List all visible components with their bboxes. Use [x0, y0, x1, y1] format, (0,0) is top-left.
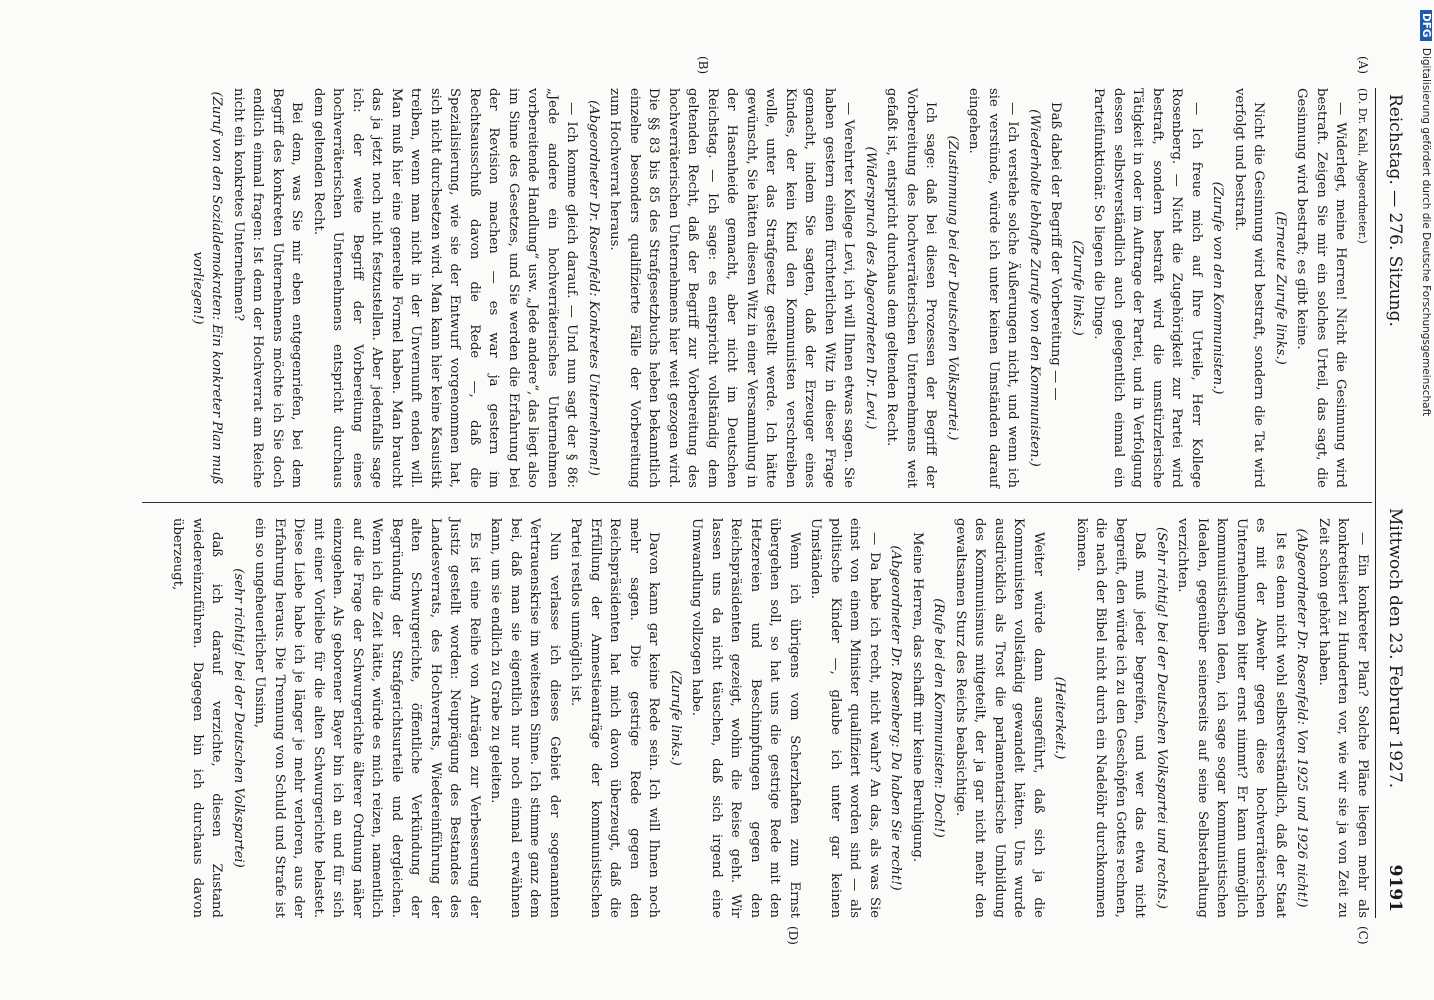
digitization-credit — [1418, 10, 1432, 990]
column-divider — [142, 502, 1372, 503]
paragraph: Bei dem, was Sie mir eben entgegenriefen, bei dem Begriff des konkreten Unternehmens möchte ich Sie doch endlich einmal fragen: Ist denn der Hochverrat am Reiche nicht ein konkretes Unternehmen? — [231, 88, 305, 488]
paragraph: Daß dabei der Begriff der Vorbereitung — — — [1048, 102, 1064, 401]
margin-mark-a: (A) — [1356, 56, 1370, 75]
interjection: (Abgeordneter Dr. Rosenfeld: Konkretes Unternehmen!) — [586, 100, 601, 476]
paragraph: — Verehrter Kollege Levi, ich will Ihnen etwas sagen. Sie haben gestern einen fürchterlichen Witz in dieser Frage gemacht, indem Sie sagten, daß der Erzeuger eines Kindes, der kein Kind den Kommunisten verschreiben wolle, unter das Strafgesetz gestellt werde. Ich hätte gewünscht, Sie hätten diesen Witz in einer Versammlung in der Hasenheide gemacht, aber nicht im Deutschen Reichstag. — Ich sage: es entspricht vollständig dem geltenden Recht, daß der Begriff zur Vorbereitung des hochverräterischen Unternehmens hier weit gezogen wird. Die §§ 83 bis 85 des Strafgesetzbuchs heben bekanntlich einzelne besonders qualifizierte Fälle der Vorbereitung zum Hochverrat heraus. — [607, 88, 857, 488]
interjection: (Abgeordneter Dr. Rosenberg: Da haben Sie recht!) — [888, 545, 904, 891]
interjection: (Wiederholte lebhafte Zurufe von den Kommunisten.) — [1027, 109, 1042, 467]
header-session: Reichstag. — 276. Sitzung. — [1385, 94, 1405, 327]
interjection: (Zurufe links.) — [1070, 240, 1085, 336]
interjection: (Zustimmung bei der Deutschen Volkspartei.) — [945, 135, 960, 441]
paragraph: Ist es denn nicht wohl selbstverständlich, daß der Staat es mit der Abwehr gegen diese hochverräterischen Unternehmungen bitter ernst nimmt? Er kann unmöglich kommunistischen Ideen, ich sage sogar kommunistischen Idealen, gegenüber seinerseits auf seine Selbsterhaltung verzichten. — [1175, 518, 1288, 918]
credit-text: Digitalisierung gefördert durch die Deutsche Forschungsgemeinschaft — [1420, 47, 1432, 417]
interjection: (Erneute Zurufe links.) — [1273, 211, 1288, 365]
dfg-logo: DFG — [1420, 10, 1432, 41]
interjection: (Rufe bei den Kommunisten: Doch!) — [931, 598, 947, 838]
paragraph: — Ich komme gleich darauf. — Und nun sagt der § 86: „Jede andere ein hochverräterisches Unternehmen vorbereitende Handlung“ usw. „Jede andere“, das liegt also im Sinne des Gesetzes, und Sie werden die Erfahrung bei der Revision machen — es war ja gestern im Rechtsausschuß davon die Rede —, daß die Spezialisierung, wie sie der Entwurf vorgenommen hat, sich nicht durchsetzen wird. Man kann hier keine Kasuistik treiben, wenn man nicht in der Unvernunft enden will. Man muß hier eine generelle Formel haben. Man braucht das ja jetzt noch nicht festzustellen. Aber jedenfalls sage ich: der weite Begriff der Vorbereitung eines hochverräterischen Unternehmens entspricht durchaus dem geltenden Recht. — [311, 88, 580, 488]
interjection: (Heiterkeit.) — [1052, 676, 1068, 760]
paragraph: — Ich verstehe solche Äußerungen nicht, und wenn ich sie verstünde, würde ich unter keinen Umständen darauf eingehen. — [966, 88, 1021, 488]
paragraph: — Ein konkreter Plan? Solche Pläne liegen mehr als konkretisiert zu Hunderten vor, wie wir sie ja von Zeit zu Zeit schon gehört haben. — [1316, 518, 1370, 918]
paragraph: Weiter würde dann ausgeführt, daß sich ja die Kommunisten vollständig gewandelt hätten. Uns wurde ausdrücklich als Trost die parlamentarische Umbildung des Kommunismus mitgeteilt, der ja gar nicht mehr den gewaltsamen Sturz des Reichs beabsichtige. — [953, 518, 1046, 918]
paragraph: Daß muß jeder begreifen, und wer das etwa nicht begreift, den würde ich zu den Geschöpfen Gottes rechnen, die nach der Bibel nicht durch ein Nadelöhr durchkommen können. — [1074, 518, 1148, 918]
right-column — [92, 518, 1372, 918]
interjection: (Zurufe links.) — [668, 670, 683, 766]
margin-mark-d: (D) — [786, 926, 800, 945]
paragraph: Nicht die Gesinnung wird bestraft, sondern die Tat wird verfolgt und bestraft. — [1232, 88, 1267, 488]
rotated-page-content — [80, 56, 1410, 945]
page-number: 9191 — [1385, 864, 1405, 912]
left-column — [92, 88, 1372, 488]
paragraph: Meine Herren, das schafft mir keine Beruhigung. — [910, 532, 925, 863]
page-header — [1375, 88, 1410, 918]
interjection: (Zuruf von den Sozialdemokraten: Ein konkreter Plan muß vorliegen!) — [190, 91, 225, 485]
paragraph: — Ich freue mich auf Ihre Urteile, Herr Kollege Rosenberg. — Nicht die Zugehörigkeit zur Partei wird bestraft, sondern bestraft wird die umstürzlerische Tätigkeit in oder im Auftrage der Partei, und in Verfolgung dessen selbstverständlich auch gelegentlich einmal ein Parteifunktionär. So liegen die Dinge. — [1091, 88, 1204, 488]
paragraph: Es ist eine Reihe von Anträgen zur Verbesserung der Justiz gestellt worden: Neuprägung des Bestandes des Landesverrats, des Hochverrats, Wiedereinführung der alten Schwurgerichte, öffentliche Verkündung der Begründung der Strafgerichtsurteile und dergleichen. Wenn ich die Zeit hätte, würde es mich reizen, namentlich auf die Frage der Schwurgerichte älterer Ordnung näher einzugehen. Als geborener Bayer bin ich an und für sich mit einer Vorliebe für die alten Schwurgerichte belastet. Diese Liebe habe ich je länger je mehr verloren, aus der Erfahrung heraus. Die Trennung von Schuld und Strafe ist ein so ungeheuerlicher Unsinn, — [252, 518, 482, 918]
paragraph: — Da habe ich recht, nicht wahr? An das, als was Sie einst von einem Minister qualifiziert worden sind — als politische Kinder —, glaube ich unter gar keinen Umständen. — [808, 518, 882, 918]
interjection: (Zurufe von den Kommunisten.) — [1210, 181, 1226, 395]
header-date: Mittwoch den 23. Februar 1927. — [1385, 508, 1405, 789]
paragraph: Wenn ich übrigens vom Scherzhaften zum Ernst übergehen soll, so hat uns die gestrige Rede mit den Hetzereien und Beschimpfungen gegen den Reichspräsidenten gezeigt, wohin die Reise geht. Wir lassen uns da nicht täuschen, daß sich irgend eine Umwandlung vollzogen habe. — [689, 518, 802, 918]
paragraph: — Widerlegt, meine Herren! Nicht die Gesinnung wird bestraft. Zeigen Sie mir ein solches Urteil, das sagt, die Gesinnung wird bestraft; es gibt keine. — [1294, 88, 1349, 488]
paragraph: Davon kann gar keine Rede sein. Ich will Ihnen noch mehr sagen. Die gestrige Rede gegen den Reichspräsidenten hat mich davon überzeugt, daß die Erfüllung der Amnestieanträge der kommunistischen Partei restlos unmöglich ist. — [568, 518, 662, 918]
interjection: (Abgeordneter Dr. Rosenfeld: Von 1925 und 1926 nicht!) — [1294, 528, 1310, 908]
interjection: (D. Dr. Kahl, Abgeordneter.) — [1356, 88, 1369, 244]
paragraph: daß ich darauf verzichte, diesen Zustand wiedereinzuführen. Dagegen bin ich durchaus davon überzeugt, — [170, 518, 225, 918]
margin-mark-b: (B) — [696, 56, 710, 75]
interjection: (Widerspruch des Abgeordneten Dr. Levi.) — [863, 146, 878, 430]
margin-mark-c: (C) — [1356, 926, 1370, 945]
interjection: (Sehr richtig! bei der Deutschen Volkspartei und rechts.) — [1154, 527, 1169, 909]
paragraph: Ich sage: daß bei diesen Prozessen der Begriff der Vorbereitung des hochverräterischen Unternehmens weit gefaßt ist, entspricht durchaus dem geltenden Recht. — [884, 88, 939, 488]
interjection: (sehr richtig! bei der Deutschen Volkspartei) — [231, 568, 246, 868]
paragraph: Nun verlasse ich dieses Gebiet der sogenannten Vertrauenskrise im weitesten Sinne. Ich stimme ganz dem bei, daß man sie eigentlich nur noch einmal erwähnen kann, um sie endlich zu Grabe zu geleiten. — [488, 518, 562, 918]
